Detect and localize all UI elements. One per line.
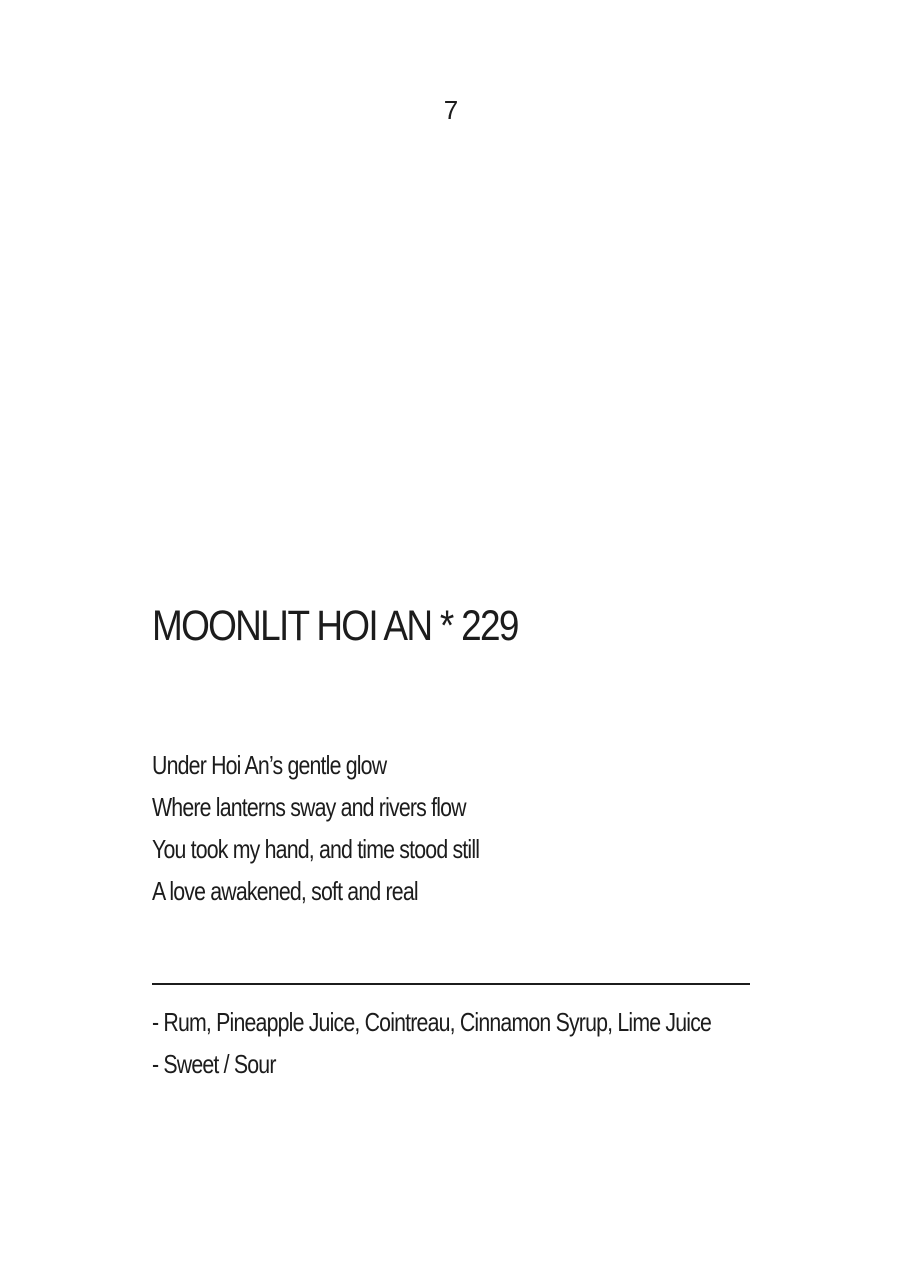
poem — [152, 744, 551, 912]
taste-line: - Sweet / Sour — [152, 1049, 276, 1079]
ingredients-line: - Rum, Pineapple Juice, Cointreau, Cinnamon Syrup, Lime Juice — [152, 1007, 712, 1037]
poem-line: A love awakened, soft and real — [152, 876, 418, 906]
poem-line: Where lanterns sway and rivers flow — [152, 792, 466, 822]
poem-line: Under Hoi An’s gentle glow — [152, 750, 387, 780]
page-number: 7 — [443, 95, 459, 125]
drink-title: MOONLIT HOI AN * 229 — [152, 602, 518, 650]
drink-details — [152, 1001, 834, 1085]
divider — [152, 983, 750, 985]
poem-line: You took my hand, and time stood still — [152, 834, 480, 864]
